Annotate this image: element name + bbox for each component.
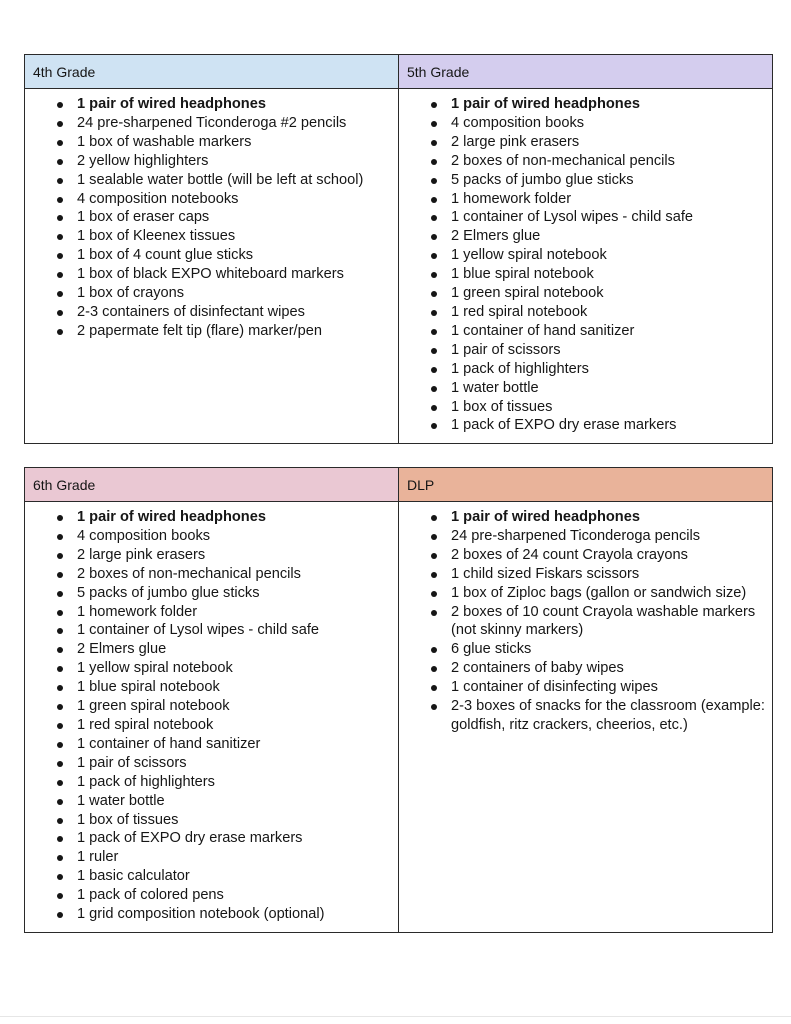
list-item: 1 sealable water bottle (will be left at school) <box>25 171 392 190</box>
list-item: 6 glue sticks <box>399 640 766 659</box>
supply-table-grades-4-5 <box>24 54 773 444</box>
list-item: 1 box of eraser caps <box>25 208 392 227</box>
dlp-header: DLP <box>399 468 772 502</box>
list-item: 2 Elmers glue <box>399 227 766 246</box>
grade-4-header: 4th Grade <box>25 55 399 89</box>
dlp-list <box>399 502 772 735</box>
list-item: 1 yellow spiral notebook <box>25 659 392 678</box>
grade-4-cell <box>25 89 399 443</box>
list-item: 2 boxes of non-mechanical pencils <box>25 565 392 584</box>
list-item: 1 pair of scissors <box>399 341 766 360</box>
list-item: 1 red spiral notebook <box>399 303 766 322</box>
list-item: 1 green spiral notebook <box>399 284 766 303</box>
list-item: 5 packs of jumbo glue sticks <box>399 171 766 190</box>
list-item: 1 green spiral notebook <box>25 697 392 716</box>
dlp-cell <box>399 502 772 932</box>
grade-6-list <box>25 502 398 924</box>
list-item: 1 box of washable markers <box>25 133 392 152</box>
list-item: 4 composition books <box>399 114 766 133</box>
list-item: 1 homework folder <box>399 190 766 209</box>
list-item: 4 composition books <box>25 527 392 546</box>
grade-5-list <box>399 89 772 435</box>
list-item: 1 pack of colored pens <box>25 886 392 905</box>
list-item: 1 box of 4 count glue sticks <box>25 246 392 265</box>
list-item: 1 box of Kleenex tissues <box>25 227 392 246</box>
list-item: 1 child sized Fiskars scissors <box>399 565 766 584</box>
page-bottom-divider <box>0 1016 791 1017</box>
list-item: 2 large pink erasers <box>399 133 766 152</box>
list-item: 1 box of crayons <box>25 284 392 303</box>
grade-6-cell <box>25 502 399 932</box>
list-item: 4 composition notebooks <box>25 190 392 209</box>
list-item: 2 boxes of 24 count Crayola crayons <box>399 546 766 565</box>
list-item: 1 pack of highlighters <box>399 360 766 379</box>
list-item: 1 blue spiral notebook <box>399 265 766 284</box>
list-item: 2 containers of baby wipes <box>399 659 766 678</box>
grade-5-cell <box>399 89 772 443</box>
grade-4-list <box>25 89 398 341</box>
list-item: 1 pair of wired headphones <box>399 508 766 527</box>
list-item: 1 blue spiral notebook <box>25 678 392 697</box>
list-item: 1 red spiral notebook <box>25 716 392 735</box>
list-item: 2 Elmers glue <box>25 640 392 659</box>
grade-6-header: 6th Grade <box>25 468 399 502</box>
list-item: 2 yellow highlighters <box>25 152 392 171</box>
list-item: 1 pair of wired headphones <box>25 95 392 114</box>
list-item: 1 pair of wired headphones <box>399 95 766 114</box>
list-item: 5 packs of jumbo glue sticks <box>25 584 392 603</box>
list-item: 1 box of tissues <box>399 398 766 417</box>
list-item: 2 boxes of non-mechanical pencils <box>399 152 766 171</box>
list-item: 2 boxes of 10 count Crayola washable markers (not skinny markers) <box>399 603 766 641</box>
list-item: 24 pre-sharpened Ticonderoga pencils <box>399 527 766 546</box>
list-item: 2-3 boxes of snacks for the classroom (example: goldfish, ritz crackers, cheerios, etc.) <box>399 697 766 735</box>
list-item: 1 pair of scissors <box>25 754 392 773</box>
list-item: 1 container of Lysol wipes - child safe <box>399 208 766 227</box>
list-item: 1 water bottle <box>399 379 766 398</box>
list-item: 1 container of disinfecting wipes <box>399 678 766 697</box>
list-item: 1 ruler <box>25 848 392 867</box>
list-item: 1 box of black EXPO whiteboard markers <box>25 265 392 284</box>
list-item: 2 papermate felt tip (flare) marker/pen <box>25 322 392 341</box>
list-item: 1 basic calculator <box>25 867 392 886</box>
list-item: 1 water bottle <box>25 792 392 811</box>
supply-table-grade-6-dlp <box>24 467 773 933</box>
list-item: 1 pair of wired headphones <box>25 508 392 527</box>
list-item: 1 box of Ziploc bags (gallon or sandwich size) <box>399 584 766 603</box>
list-item: 1 box of tissues <box>25 811 392 830</box>
list-item: 1 pack of EXPO dry erase markers <box>25 829 392 848</box>
list-item: 2 large pink erasers <box>25 546 392 565</box>
list-item: 1 container of hand sanitizer <box>25 735 392 754</box>
list-item: 1 grid composition notebook (optional) <box>25 905 392 924</box>
list-item: 1 pack of highlighters <box>25 773 392 792</box>
grade-5-header: 5th Grade <box>399 55 772 89</box>
list-item: 1 yellow spiral notebook <box>399 246 766 265</box>
list-item: 1 pack of EXPO dry erase markers <box>399 416 766 435</box>
list-item: 2-3 containers of disinfectant wipes <box>25 303 392 322</box>
list-item: 1 homework folder <box>25 603 392 622</box>
list-item: 1 container of hand sanitizer <box>399 322 766 341</box>
list-item: 24 pre-sharpened Ticonderoga #2 pencils <box>25 114 392 133</box>
list-item: 1 container of Lysol wipes - child safe <box>25 621 392 640</box>
